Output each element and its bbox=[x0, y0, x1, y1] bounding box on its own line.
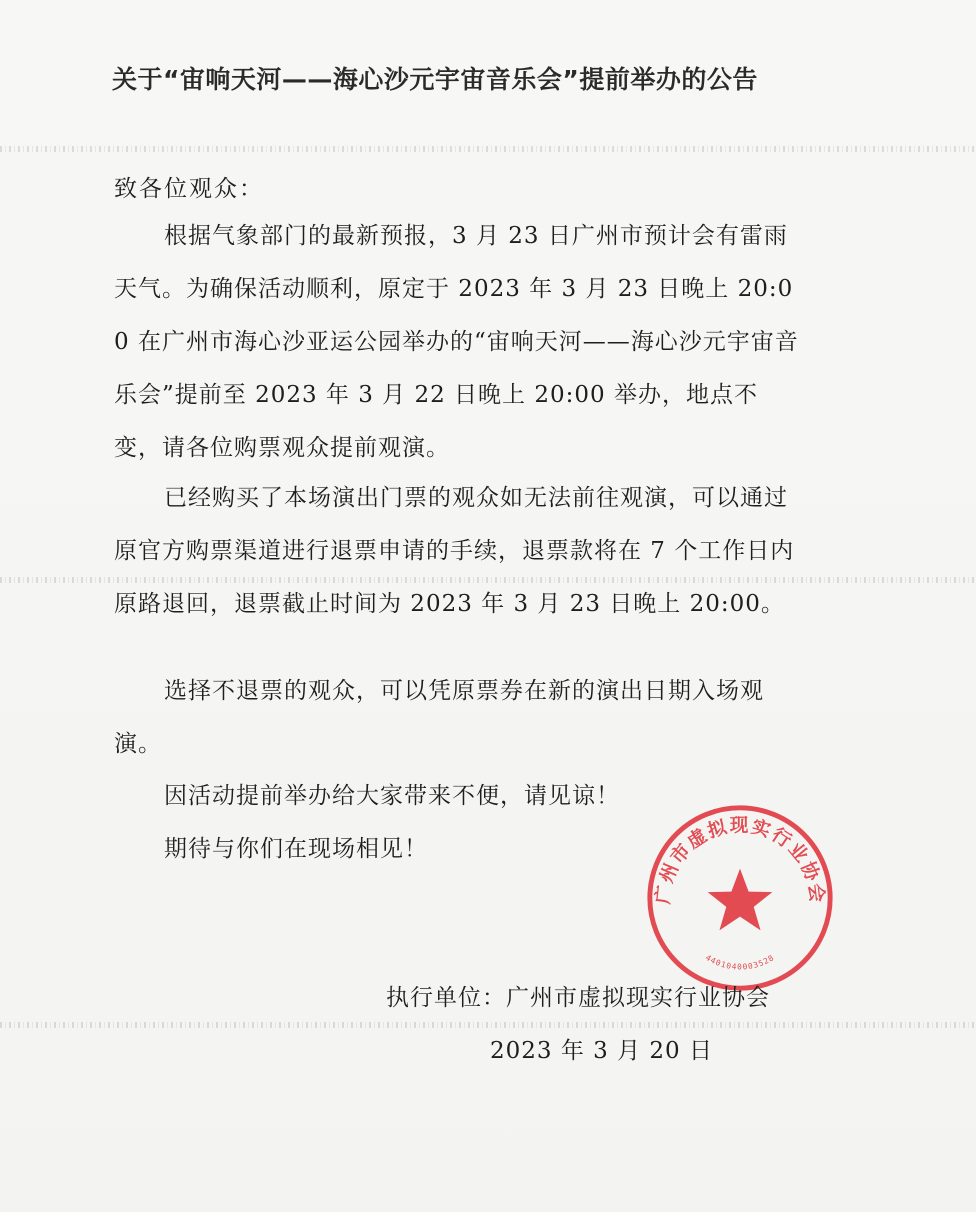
paragraph-apology: 因活动提前举办给大家带来不便，请见谅！ bbox=[164, 783, 620, 809]
issue-date: 2023 年 3 月 20 日 bbox=[490, 1038, 713, 1064]
official-seal bbox=[642, 800, 838, 996]
paragraph-refund: 已经购买了本场演出门票的观众如无法前往观演，可以通过原官方购票渠道进行退票申请的手续，退票款将在 7 个工作日内原路退回，退票截止时间为 2023 年 3 月 23 日晚上 20:00。 bbox=[114, 485, 795, 617]
scan-artifact-line bbox=[0, 146, 976, 152]
star-icon bbox=[708, 869, 773, 931]
seal-text: 广州市虚拟现实行业协会 bbox=[652, 815, 828, 906]
seal-number: 4401040003528 bbox=[703, 952, 777, 972]
scan-artifact-line bbox=[0, 1022, 976, 1028]
paragraph-schedule-change: 根据气象部门的最新预报，3 月 23 日广州市预计会有雷雨天气。为确保活动顺利，原定于 2023 年 3 月 23 日晚上 20:00 在广州市海心沙亚运公园举办的“宙响天河——海心沙元宇宙音乐会”提前至 2023 年 3 月 22 日晚上 20:00 举办，地点不变，请各位购票观众提前观演。 bbox=[114, 223, 799, 461]
notice-title: 关于“宙响天河——海心沙元宇宙音乐会”提前举办的公告 bbox=[112, 65, 758, 94]
issuer-signature: 执行单位：广州市虚拟现实行业协会 bbox=[386, 985, 770, 1011]
paragraph-keep-ticket: 选择不退票的观众，可以凭原票券在新的演出日期入场观演。 bbox=[114, 678, 764, 757]
paragraph-closing: 期待与你们在现场相见！ bbox=[164, 836, 428, 862]
salutation: 致各位观众： bbox=[114, 176, 264, 202]
